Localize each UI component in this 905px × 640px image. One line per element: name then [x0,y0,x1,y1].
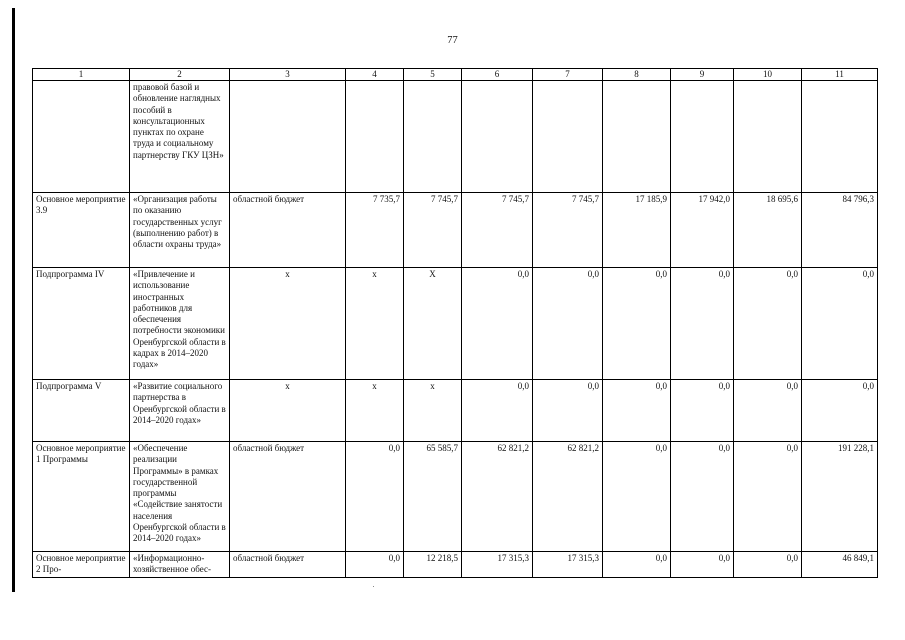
funding-source-cell [230,81,346,193]
table-row [33,268,878,380]
value-cell: 62 821,2 [533,442,603,552]
program-name-cell: Подпрограмма IV [33,268,130,380]
value-cell: 0,0 [671,380,734,442]
value-cell [533,81,603,193]
funding-source-cell: х [230,380,346,442]
value-cell: 0,0 [734,268,802,380]
value-cell: х [346,380,404,442]
value-cell: х [346,268,404,380]
value-cell: 62 821,2 [462,442,533,552]
value-cell: 65 585,7 [404,442,462,552]
value-cell: 46 849,1 [802,552,878,578]
column-header: 3 [230,69,346,81]
value-cell: 0,0 [603,380,671,442]
value-cell: 17 315,3 [533,552,603,578]
value-cell: 0,0 [533,380,603,442]
value-cell [603,81,671,193]
program-name-cell: Основное мероприятие 1 Программы [33,442,130,552]
value-cell: 17 942,0 [671,193,734,268]
program-title-cell: «Привлечение и использование иностранных работников для обеспечения потребности экономики Оренбургской области в кадрах в 2014–2020 годах» [130,268,230,380]
value-cell: 0,0 [603,442,671,552]
program-title-cell: «Развитие социального партнерства в Оренбургской области в 2014–2020 годах» [130,380,230,442]
value-cell: 0,0 [802,380,878,442]
value-cell: 0,0 [346,442,404,552]
value-cell: 0,0 [462,380,533,442]
value-cell [462,81,533,193]
column-header: 8 [603,69,671,81]
value-cell: 0,0 [734,380,802,442]
funding-source-cell: областной бюджет [230,193,346,268]
value-cell: 0,0 [671,552,734,578]
value-cell: х [404,380,462,442]
funding-source-cell: областной бюджет [230,552,346,578]
program-title-cell: правовой базой и обновление наглядных пособий в консультационных пунктах по охране труда и социальному партнерству ГКУ ЦЗН» [130,81,230,193]
value-cell [404,81,462,193]
value-cell: 17 185,9 [603,193,671,268]
table-row [33,552,878,578]
column-header: 9 [671,69,734,81]
column-header: 2 [130,69,230,81]
value-cell: 0,0 [603,552,671,578]
value-cell: 0,0 [346,552,404,578]
value-cell: 0,0 [462,268,533,380]
table-row [33,81,878,193]
funding-source-cell: областной бюджет [230,442,346,552]
funding-source-cell: х [230,268,346,380]
budget-table [32,68,878,578]
program-title-cell: «Обеспечение реализации Программы» в рамках государственной программы «Содействие занятости населения Оренбургской области в 2014–2020 годах» [130,442,230,552]
program-name-cell: Основное мероприятие 3.9 [33,193,130,268]
program-name-cell [33,81,130,193]
value-cell: 0,0 [802,268,878,380]
table-row [33,193,878,268]
value-cell [671,81,734,193]
program-name-cell: Подпрограмма V [33,380,130,442]
value-cell [346,81,404,193]
value-cell: 17 315,3 [462,552,533,578]
column-header: 4 [346,69,404,81]
value-cell [802,81,878,193]
value-cell: 12 218,5 [404,552,462,578]
value-cell: 18 695,6 [734,193,802,268]
program-title-cell: «Информационно-хозяйственное обес- [130,552,230,578]
value-cell: 7 735,7 [346,193,404,268]
value-cell: 0,0 [533,268,603,380]
value-cell: 191 228,1 [802,442,878,552]
column-header: 6 [462,69,533,81]
value-cell: 0,0 [671,442,734,552]
column-header: 5 [404,69,462,81]
table-row [33,380,878,442]
value-cell: 7 745,7 [533,193,603,268]
value-cell: Х [404,268,462,380]
left-margin-bar [12,8,15,592]
value-cell: 7 745,7 [404,193,462,268]
value-cell: 0,0 [734,552,802,578]
column-header: 11 [802,69,878,81]
page-number: 77 [447,35,458,46]
column-header: 1 [33,69,130,81]
value-cell: 0,0 [671,268,734,380]
value-cell: 84 796,3 [802,193,878,268]
program-title-cell: «Организация работы по оказанию государственных услуг (выполнению работ) в области охраны труда» [130,193,230,268]
value-cell: 7 745,7 [462,193,533,268]
value-cell: 0,0 [603,268,671,380]
column-header: 7 [533,69,603,81]
scan-speck [373,586,374,587]
program-name-cell: Основное мероприятие 2 Про- [33,552,130,578]
value-cell [734,81,802,193]
column-header: 10 [734,69,802,81]
header-row [33,69,878,81]
value-cell: 0,0 [734,442,802,552]
table-row [33,442,878,552]
